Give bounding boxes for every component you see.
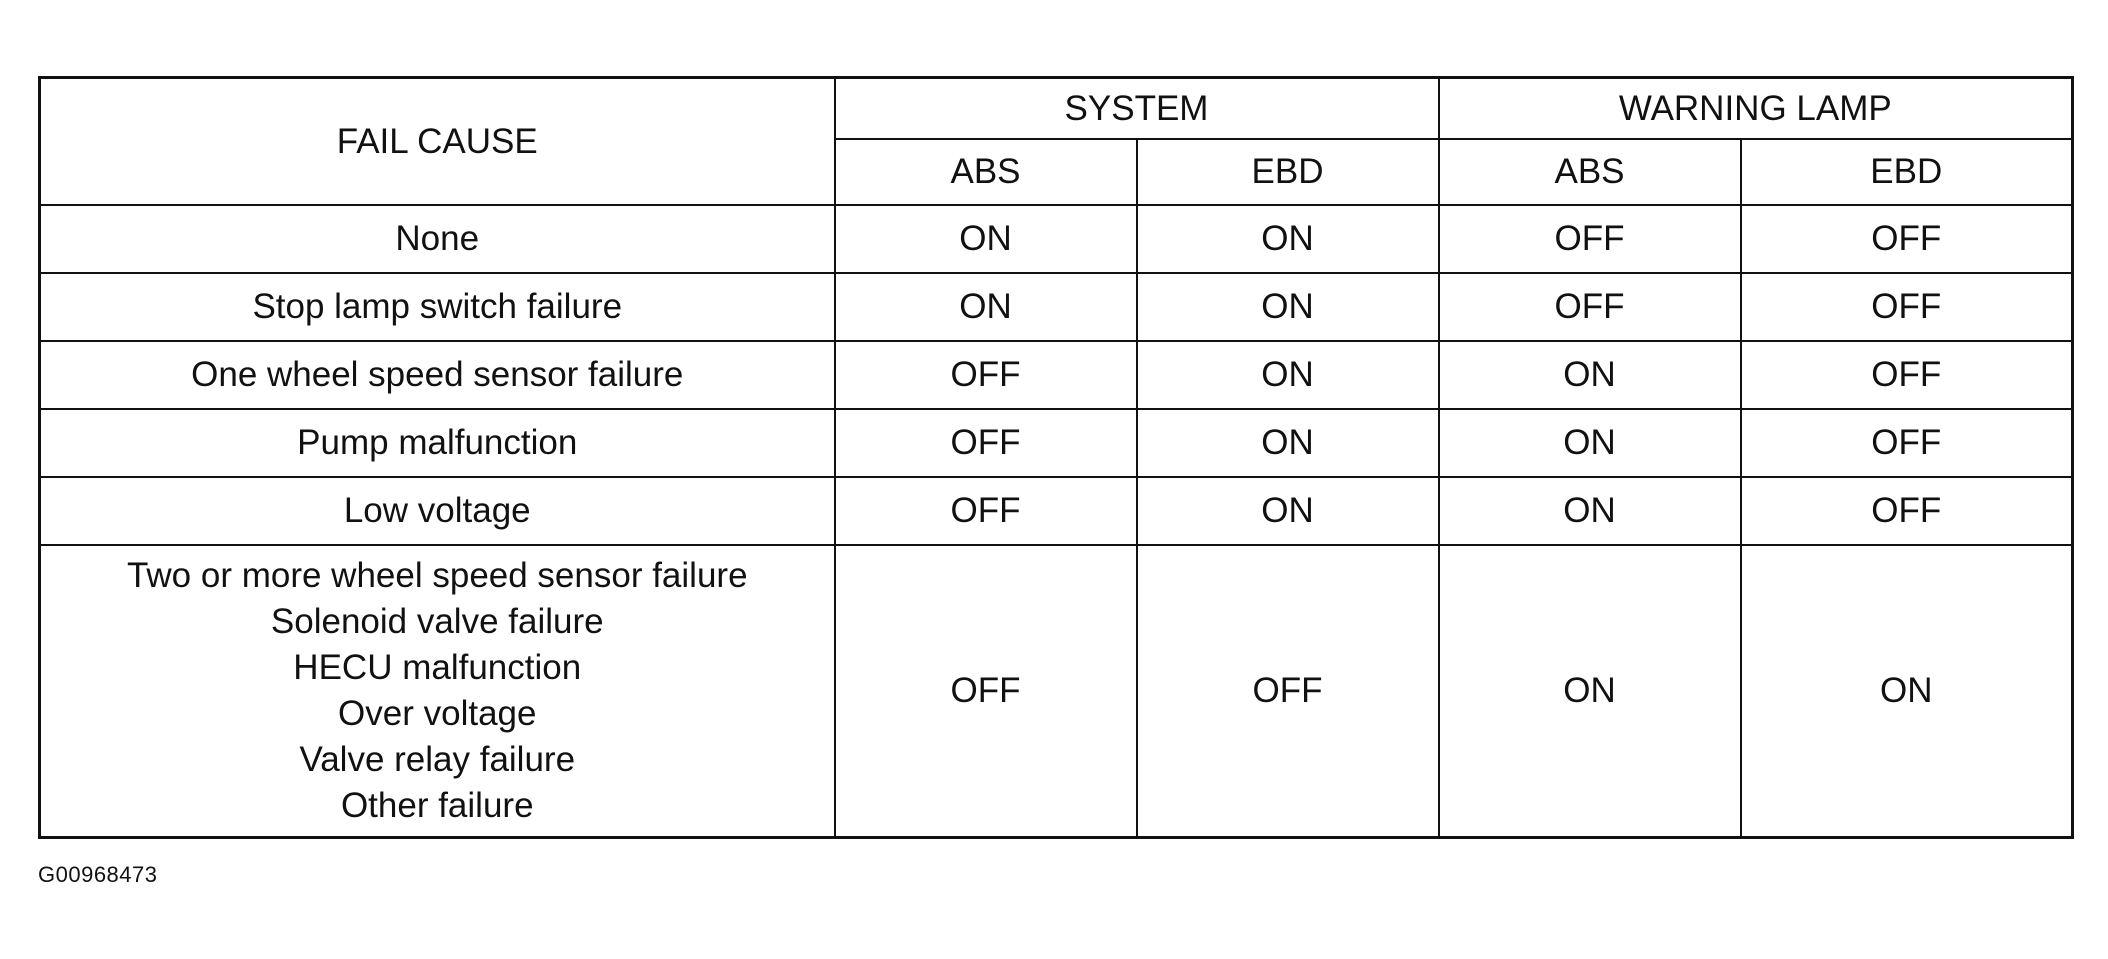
- fail-cause-text: Over voltage: [338, 694, 537, 733]
- fail-cause-text: Valve relay failure: [299, 740, 576, 779]
- fail-cause-text: None: [395, 219, 480, 258]
- fail-cause-cell: [40, 273, 835, 341]
- warning-lamp-abs-cell: ON: [1439, 545, 1741, 838]
- system-ebd-cell: OFF: [1137, 545, 1439, 838]
- table-row: [40, 273, 2073, 341]
- fail-cause-cell: [40, 477, 835, 545]
- table-body: [40, 205, 2073, 838]
- system-ebd-cell: ON: [1137, 205, 1439, 273]
- system-ebd-cell: ON: [1137, 273, 1439, 341]
- warning-lamp-ebd-cell: OFF: [1741, 341, 2073, 409]
- fail-cause-table: [38, 76, 2074, 839]
- warning-lamp-ebd-cell: OFF: [1741, 273, 2073, 341]
- system-ebd-header: EBD: [1137, 139, 1439, 205]
- warning-lamp-abs-cell: OFF: [1439, 273, 1741, 341]
- system-group-header: SYSTEM: [835, 78, 1439, 140]
- warning-lamp-ebd-cell: OFF: [1741, 477, 2073, 545]
- fail-cause-cell: [40, 205, 835, 273]
- table-row: [40, 341, 2073, 409]
- warning-lamp-abs-cell: ON: [1439, 477, 1741, 545]
- figure-code: G00968473: [38, 862, 158, 887]
- fail-cause-cell: [40, 545, 835, 838]
- warning-lamp-ebd-cell: OFF: [1741, 205, 2073, 273]
- system-abs-header: ABS: [835, 139, 1137, 205]
- fail-cause-cell: [40, 409, 835, 477]
- fail-cause-text: Solenoid valve failure: [270, 602, 604, 641]
- fail-cause-cell: [40, 341, 835, 409]
- fail-cause-text: Other failure: [340, 786, 534, 825]
- table-row: [40, 409, 2073, 477]
- warning-lamp-ebd-cell: ON: [1741, 545, 2073, 838]
- table-row: [40, 477, 2073, 545]
- warning-lamp-abs-cell: OFF: [1439, 205, 1741, 273]
- fail-cause-text: HECU malfunction: [293, 648, 582, 687]
- system-ebd-cell: ON: [1137, 341, 1439, 409]
- fail-cause-text: Low voltage: [343, 491, 531, 530]
- system-abs-cell: ON: [835, 205, 1137, 273]
- fail-cause-header: FAIL CAUSE: [40, 78, 835, 206]
- warning-lamp-abs-cell: ON: [1439, 409, 1741, 477]
- fail-cause-text: Two or more wheel speed sensor failure: [126, 556, 748, 595]
- fail-cause-text: One wheel speed sensor failure: [191, 355, 684, 394]
- system-ebd-cell: ON: [1137, 477, 1439, 545]
- system-abs-cell: OFF: [835, 545, 1137, 838]
- system-abs-cell: OFF: [835, 341, 1137, 409]
- warning-lamp-ebd-header: EBD: [1741, 139, 2073, 205]
- table-row: [40, 545, 2073, 838]
- warning-lamp-group-header: WARNING LAMP: [1439, 78, 2073, 140]
- system-abs-cell: ON: [835, 273, 1137, 341]
- system-abs-cell: OFF: [835, 477, 1137, 545]
- warning-lamp-abs-cell: ON: [1439, 341, 1741, 409]
- system-ebd-cell: ON: [1137, 409, 1439, 477]
- fail-cause-text: Stop lamp switch failure: [252, 287, 623, 326]
- fail-cause-text: Pump malfunction: [297, 423, 578, 462]
- table-row: [40, 205, 2073, 273]
- warning-lamp-abs-header: ABS: [1439, 139, 1741, 205]
- system-abs-cell: OFF: [835, 409, 1137, 477]
- warning-lamp-ebd-cell: OFF: [1741, 409, 2073, 477]
